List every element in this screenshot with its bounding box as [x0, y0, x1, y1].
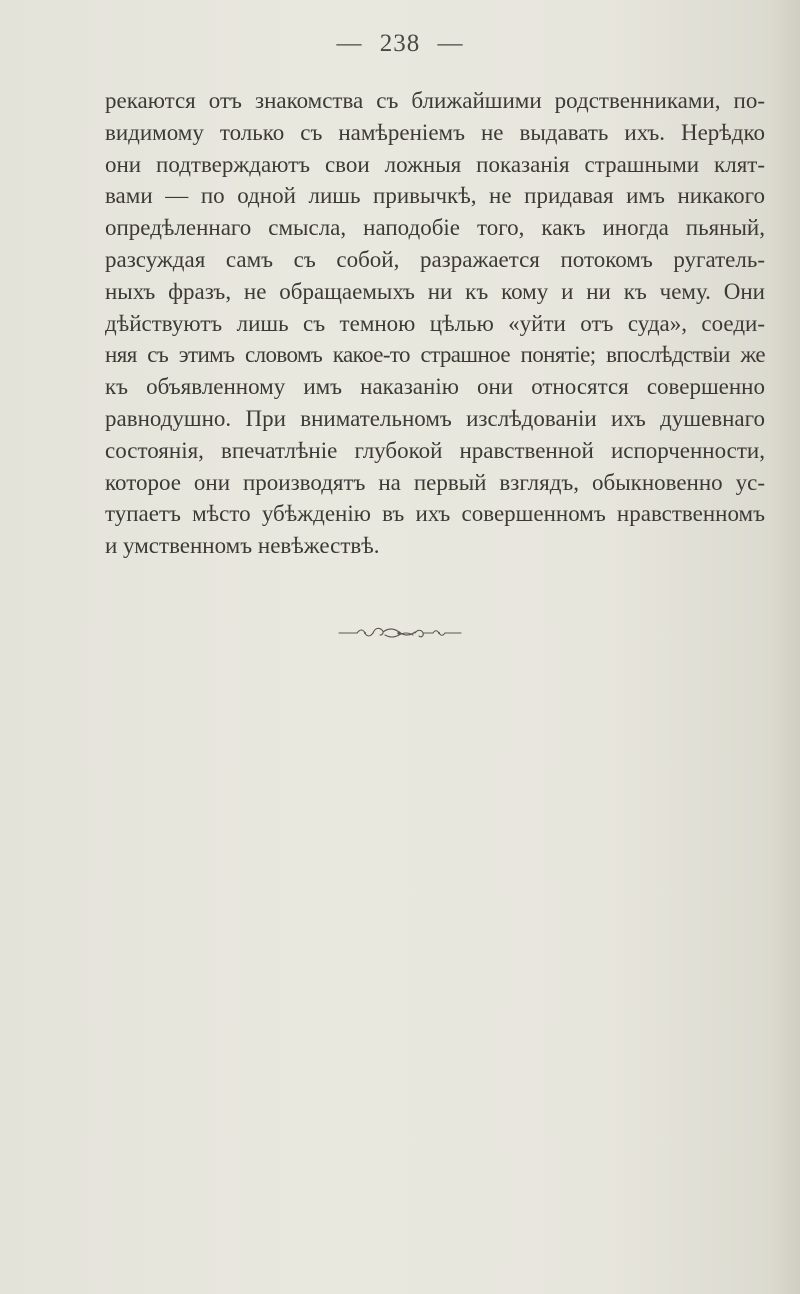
text-line: ныхъ фразъ, не обращаемыхъ ни къ кому и ни къ чему. Они — [105, 278, 765, 304]
text-line: тупаетъ мѣсто убѣжденію въ ихъ совершенномъ нравственномъ — [105, 501, 765, 527]
page-header — [0, 30, 800, 58]
text-line: они подтверждаютъ свои ложныя показанія страшными клят- — [105, 151, 765, 177]
text-line: рекаются отъ знакомства съ ближайшими родственниками, по- — [105, 88, 765, 113]
text-line: разсуждая самъ съ собой, разражается потокомъ ругатель- — [105, 246, 765, 272]
text-line: къ объявленному имъ наказанію они относятся совершенно — [105, 374, 765, 400]
body-text — [105, 85, 765, 562]
decorative-tailpiece-icon — [335, 623, 465, 643]
text-line: состоянія, впечатлѣніе глубокой нравственной испорченности, — [105, 437, 765, 463]
text-line: вами — по одной лишь привычкѣ, не придавая имъ никакого — [105, 183, 765, 209]
text-line: которое они производятъ на первый взглядъ, обыкновенно ус- — [105, 469, 765, 495]
header-dash-right: — — [437, 30, 464, 57]
text-line: равнодушно. При внимательномъ изслѣдованіи ихъ душевнаго — [105, 405, 765, 431]
text-line: опредѣленнаго смысла, наподобіе того, какъ иногда пьяный, — [105, 215, 765, 241]
text-line: и умственномъ невѣжествѣ. — [105, 533, 380, 559]
page-number: 238 — [379, 30, 421, 57]
text-line: няя съ этимъ словомъ какое-то страшное понятіе; впослѣдствіи же — [105, 342, 765, 368]
header-dash-left: — — [336, 30, 363, 57]
text-line: дѣйствуютъ лишь съ темною цѣлью «уйти отъ суда», соеди- — [105, 310, 765, 336]
text-line: видимому только съ намѣреніемъ не выдавать ихъ. Нерѣдко — [105, 119, 765, 145]
